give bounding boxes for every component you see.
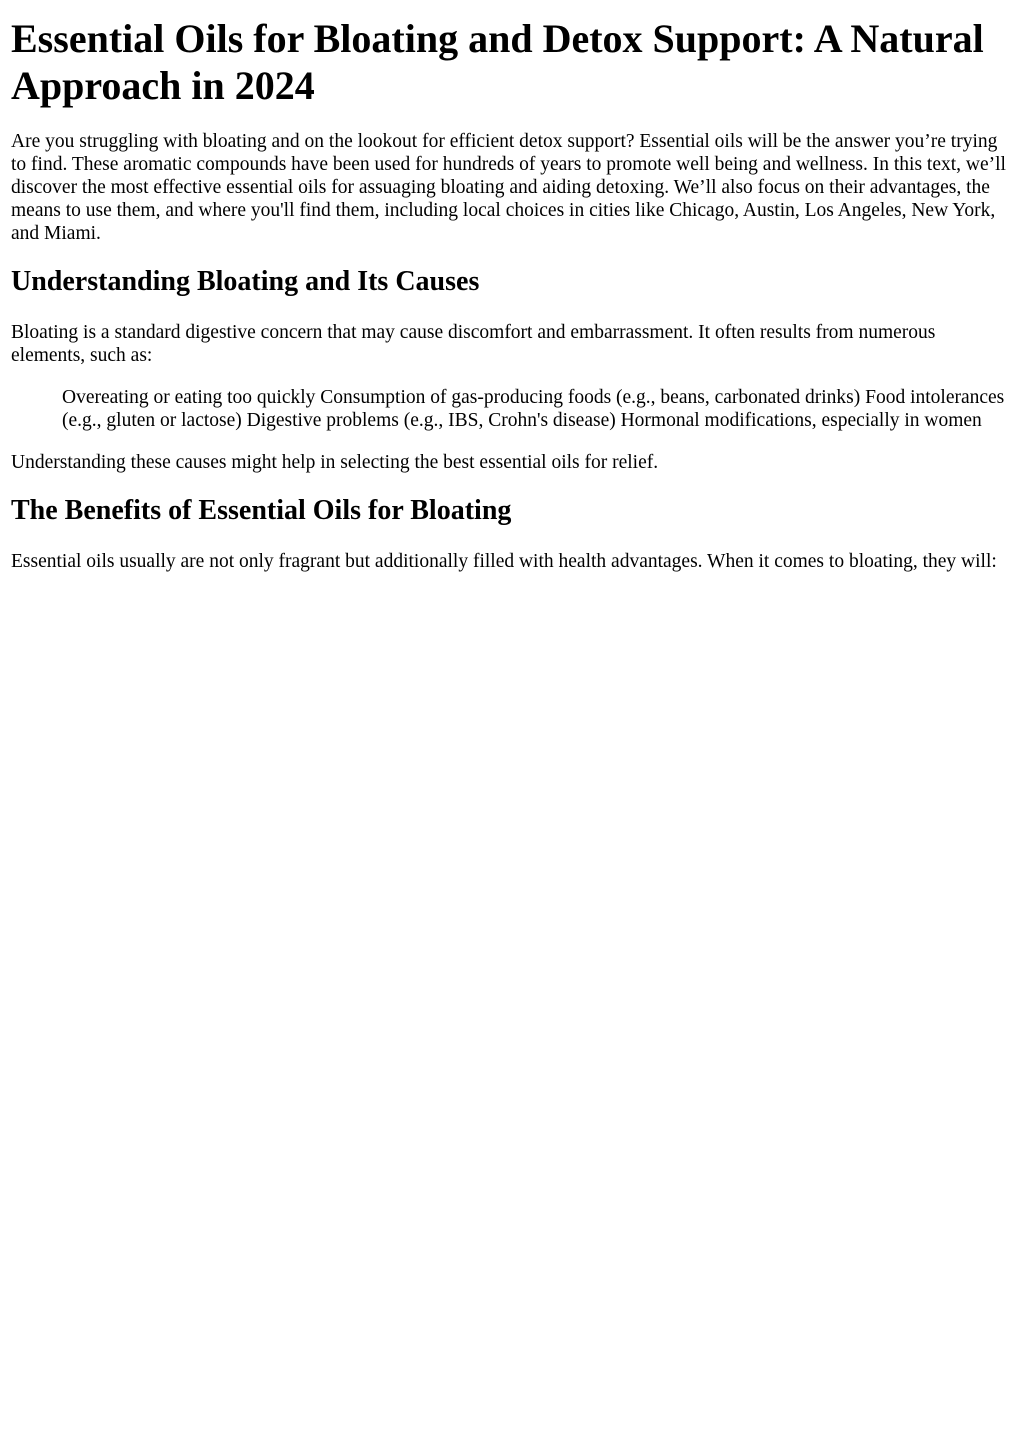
section-benefits [11, 494, 1013, 573]
intro-paragraph: Are you struggling with bloating and on the lookout for efficient detox support? Essential oils will be the answer you’re trying to find. These aromatic compounds have been used for hundreds of years to promote well being and wellness. In this text, we’ll discover the most effective essential oils for assuaging bloating and aiding detoxing. We’ll also focus on their advantages, the means to use them, and where you'll find them, including local choices in cities like Chicago, Austin, Los Angeles, New York, and Miami. [11, 131, 1006, 244]
section-paragraph: Essential oils usually are not only fragrant but additionally filled with health advantages. When it comes to bloating, they will: [11, 551, 997, 572]
causes-blockquote: Overeating or eating too quickly Consumption of gas-producing foods (e.g., beans, carbonated drinks) Food intolerances (e.g., gluten or lactose) Digestive problems (e.g., IBS, Crohn's disease) Hormonal modifications, especially in women [62, 387, 1005, 431]
section-heading: The Benefits of Essential Oils for Bloating [11, 495, 512, 526]
section-heading: Understanding Bloating and Its Causes [11, 266, 480, 297]
page-title: Essential Oils for Bloating and Detox Support: A Natural Approach in 2024 [11, 16, 984, 108]
section-paragraph: Understanding these causes might help in selecting the best essential oils for relief. [11, 452, 659, 473]
section-understanding-bloating [11, 265, 1013, 474]
section-paragraph: Bloating is a standard digestive concern that may cause discomfort and embarrassment. It often results from numerous elements, such as: [11, 322, 936, 366]
article [11, 15, 1013, 573]
